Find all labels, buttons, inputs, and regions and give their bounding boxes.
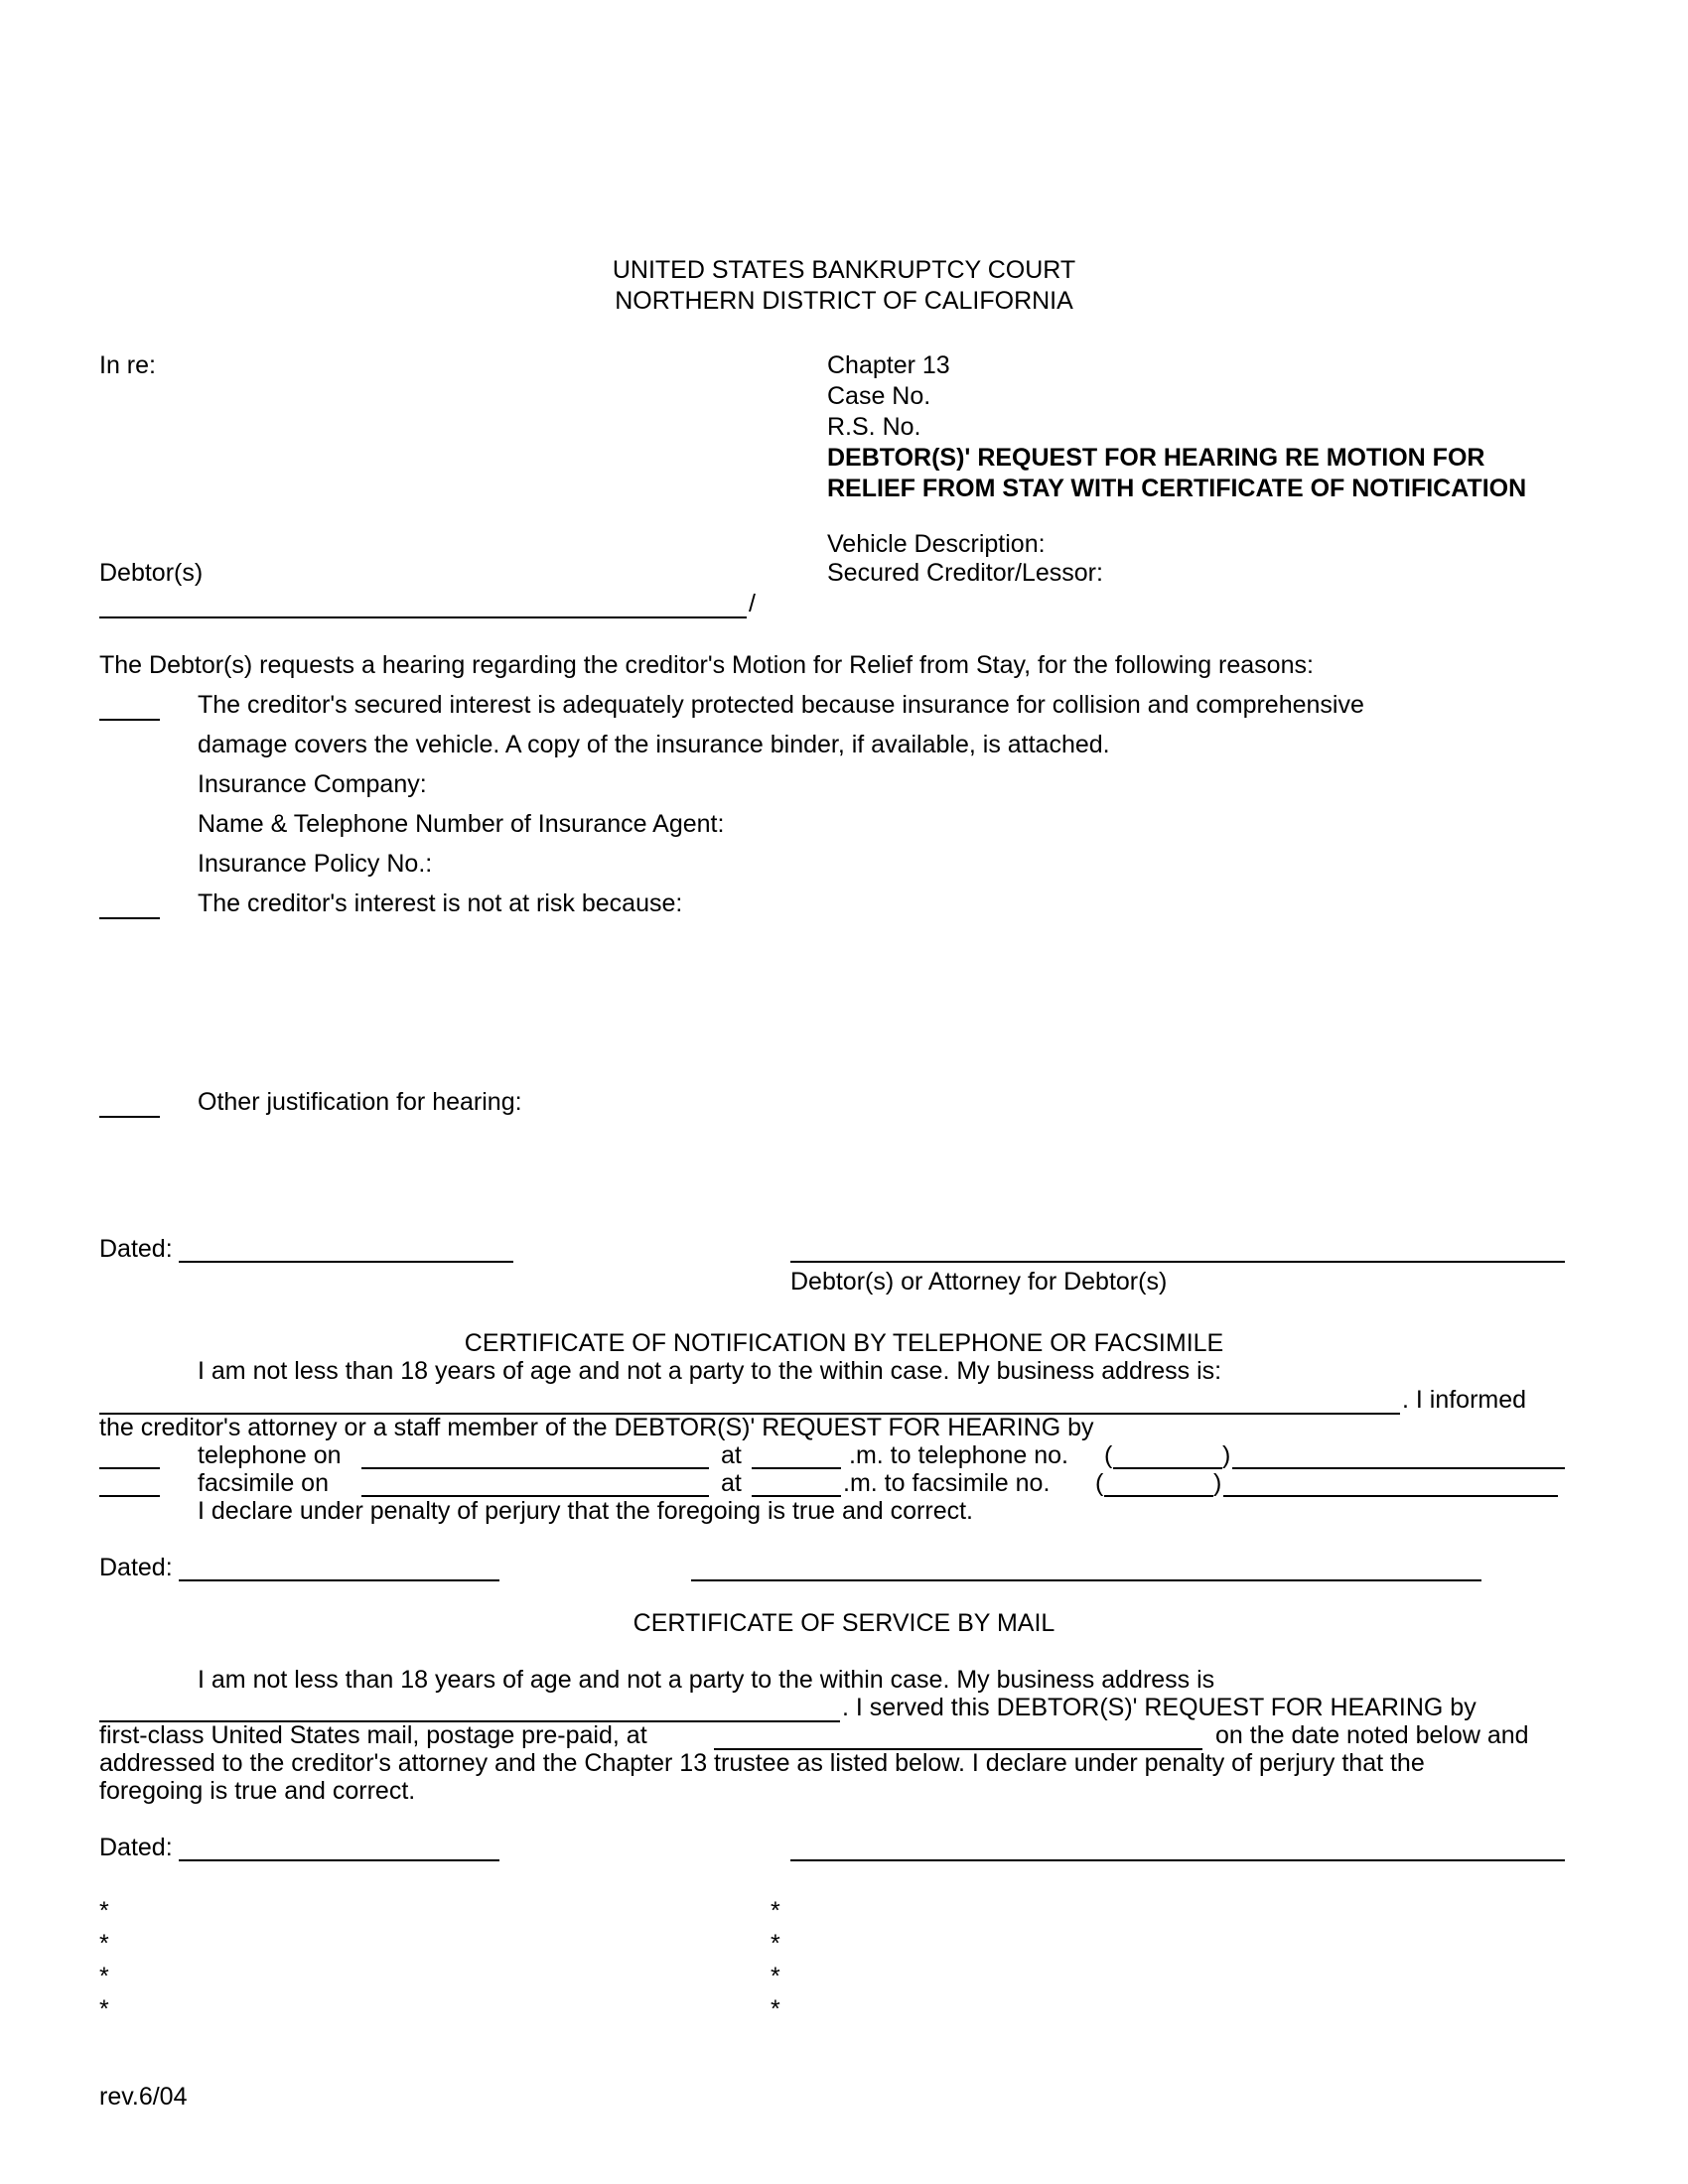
telephone-date-line[interactable] bbox=[361, 1467, 709, 1469]
foregoing-text: foregoing is true and correct. bbox=[99, 1777, 416, 1805]
vehicle-description-label: Vehicle Description: bbox=[827, 530, 1046, 558]
dated-label-2: Dated: bbox=[99, 1554, 173, 1581]
cert-mail-line1: I am not less than 18 years of age and not a party to the within case. My business address is bbox=[198, 1666, 1215, 1694]
reason3-checkbox-line[interactable] bbox=[99, 1116, 160, 1118]
insurance-policy-label: Insurance Policy No.: bbox=[198, 850, 433, 878]
in-re-label: In re: bbox=[99, 351, 156, 379]
dated-line-1[interactable] bbox=[179, 1261, 513, 1263]
cert-notification-line3: the creditor's attorney or a staff member of the DEBTOR(S)' REQUEST FOR HEARING by bbox=[99, 1414, 1094, 1441]
served-text: . I served this DEBTOR(S)' REQUEST FOR HEARING by bbox=[842, 1694, 1477, 1721]
debtors-label: Debtor(s) bbox=[99, 559, 204, 587]
service-list-right-item: * bbox=[771, 1995, 780, 2023]
to-telephone-label: .m. to telephone no. bbox=[849, 1441, 1068, 1469]
reason1-text-line1: The creditor's secured interest is adequately protected because insurance for collision and comprehensive bbox=[198, 691, 1364, 719]
service-list-left-item: * bbox=[99, 1930, 109, 1958]
document-title-line1: DEBTOR(S)' REQUEST FOR HEARING RE MOTION FOR bbox=[827, 444, 1485, 472]
to-facsimile-label: .m. to facsimile no. bbox=[843, 1469, 1051, 1497]
rs-no-label: R.S. No. bbox=[827, 413, 921, 441]
signature-line-2[interactable] bbox=[691, 1579, 1481, 1581]
cert-notification-heading: CERTIFICATE OF NOTIFICATION BY TELEPHONE OR FACSIMILE bbox=[464, 1329, 1224, 1357]
cert-mail-heading: CERTIFICATE OF SERVICE BY MAIL bbox=[633, 1609, 1055, 1637]
reason1-checkbox-line[interactable] bbox=[99, 719, 160, 721]
service-list-left-item: * bbox=[99, 1897, 109, 1925]
service-list-right-item: * bbox=[771, 1930, 780, 1958]
telephone-time-line[interactable] bbox=[752, 1467, 841, 1469]
court-name: UNITED STATES BANKRUPTCY COURT bbox=[612, 256, 1076, 284]
dated-line-2[interactable] bbox=[179, 1579, 499, 1581]
telephone-number-line[interactable] bbox=[1232, 1467, 1565, 1469]
facsimile-number-line[interactable] bbox=[1223, 1495, 1558, 1497]
service-list-left-item: * bbox=[99, 1963, 109, 1990]
dated-line-3[interactable] bbox=[179, 1859, 499, 1861]
insurance-company-label: Insurance Company: bbox=[198, 770, 427, 798]
facsimile-area-code-line[interactable] bbox=[1104, 1495, 1213, 1497]
chapter-label: Chapter 13 bbox=[827, 351, 950, 379]
court-district: NORTHERN DISTRICT OF CALIFORNIA bbox=[615, 287, 1073, 315]
cert-notification-line1: I am not less than 18 years of age and not a party to the within case. My business address is: bbox=[198, 1357, 1222, 1385]
service-list-left-item: * bbox=[99, 1995, 109, 2023]
facsimile-open-paren: ( bbox=[1095, 1469, 1104, 1497]
informed-text: . I informed bbox=[1402, 1386, 1527, 1414]
secured-creditor-label: Secured Creditor/Lessor: bbox=[827, 559, 1103, 587]
telephone-open-paren: ( bbox=[1104, 1441, 1113, 1469]
document-title-line2: RELIEF FROM STAY WITH CERTIFICATE OF NOTIFICATION bbox=[827, 475, 1527, 502]
date-noted-text: on the date noted below and bbox=[1215, 1721, 1529, 1749]
debtor-name-line[interactable] bbox=[99, 616, 747, 618]
reason2-text: The creditor's interest is not at risk because: bbox=[198, 889, 683, 917]
insurance-agent-label: Name & Telephone Number of Insurance Agent: bbox=[198, 810, 725, 838]
facsimile-close-paren: ) bbox=[1213, 1469, 1222, 1497]
dated-label-1: Dated: bbox=[99, 1235, 173, 1263]
reason1-text-line2: damage covers the vehicle. A copy of the insurance binder, if available, is attached. bbox=[198, 731, 1110, 758]
facsimile-at-label: at bbox=[721, 1469, 742, 1497]
request-intro: The Debtor(s) requests a hearing regarding the creditor's Motion for Relief from Stay, for the following reasons: bbox=[99, 651, 1314, 679]
declare-text: I declare under penalty of perjury that the foregoing is true and correct. bbox=[198, 1497, 974, 1525]
dated-label-3: Dated: bbox=[99, 1834, 173, 1861]
first-class-text: first-class United States mail, postage pre-paid, at bbox=[99, 1721, 647, 1749]
reason3-text: Other justification for hearing: bbox=[198, 1088, 522, 1116]
addressed-text: addressed to the creditor's attorney and the Chapter 13 trustee as listed below. I declare under penalty of perjury that the bbox=[99, 1749, 1425, 1777]
signature-line-3[interactable] bbox=[790, 1859, 1565, 1861]
signature-line-1[interactable] bbox=[790, 1261, 1565, 1263]
telephone-checkbox-line[interactable] bbox=[99, 1467, 160, 1469]
service-list-right-item: * bbox=[771, 1897, 780, 1925]
facsimile-on-label: facsimile on bbox=[198, 1469, 329, 1497]
telephone-close-paren: ) bbox=[1222, 1441, 1231, 1469]
telephone-at-label: at bbox=[721, 1441, 742, 1469]
service-list-right-item: * bbox=[771, 1963, 780, 1990]
facsimile-checkbox-line[interactable] bbox=[99, 1495, 160, 1497]
telephone-on-label: telephone on bbox=[198, 1441, 342, 1469]
reason2-checkbox-line[interactable] bbox=[99, 917, 160, 919]
signer-label: Debtor(s) or Attorney for Debtor(s) bbox=[790, 1268, 1168, 1296]
telephone-area-code-line[interactable] bbox=[1113, 1467, 1222, 1469]
caption-slash: / bbox=[749, 590, 756, 617]
revision-label: rev.6/04 bbox=[99, 2083, 188, 2111]
case-no-label: Case No. bbox=[827, 382, 931, 410]
